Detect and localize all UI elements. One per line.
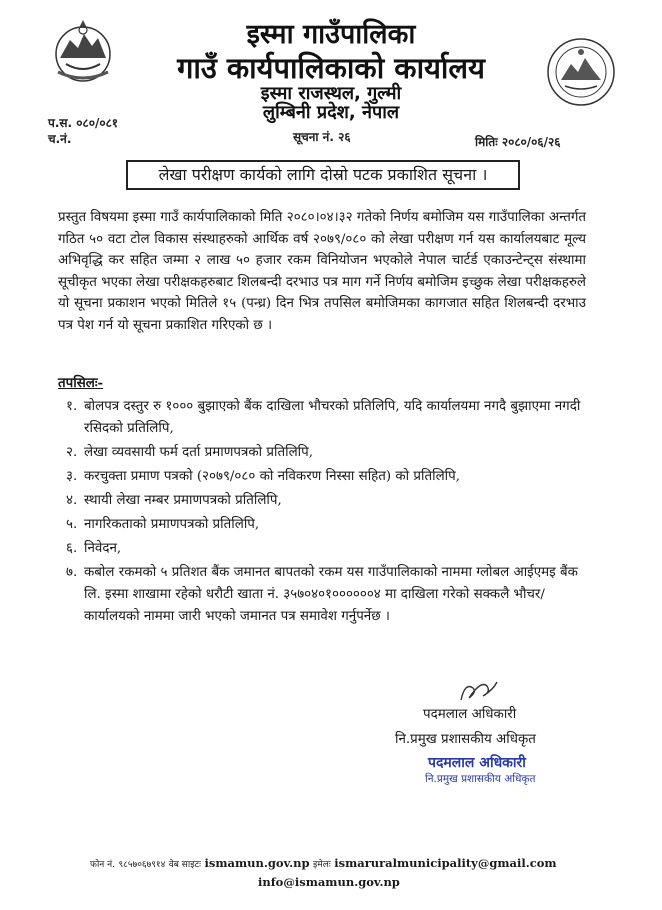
email-link[interactable]: ismaruralmunicipality@gmail.com — [334, 856, 557, 870]
item-text: स्थायी लेखा नम्बर प्रमाणपत्रको प्रतिलिपि, — [84, 493, 282, 508]
list-item — [58, 396, 588, 440]
province-address: लुम्बिनी प्रदेश, नेपाल — [262, 102, 400, 123]
list-item — [58, 442, 588, 464]
phone-number: ९८५७०६७९१४ — [118, 860, 166, 870]
list-item — [58, 538, 588, 560]
info-email-link[interactable]: info@ismamun.gov.np — [258, 875, 400, 889]
phone-label: फोन नं. — [90, 860, 115, 870]
stamp-name: पदमलाल अधिकारी — [428, 755, 526, 771]
item-number: ६. — [66, 541, 78, 556]
notice-number: सूचना नं. २६ — [293, 130, 351, 144]
notice-title: लेखा परीक्षण कार्यको लागि दोस्रो पटक प्रकाशित सूचना । — [126, 160, 520, 190]
item-number: ४. — [66, 493, 78, 508]
item-text: लेखा व्यवसायी फर्म दर्ता प्रमाणपत्रको प्रतिलिपि, — [84, 445, 313, 460]
list-item — [58, 514, 588, 536]
stamp-title: नि.प्रमुख प्रशासकीय अधिकृत — [425, 773, 536, 785]
website-link[interactable]: ismamun.gov.np — [204, 856, 310, 870]
details-heading: तपसिलः- — [58, 375, 104, 391]
item-text: कबोल रकमको ५ प्रतिशत बैंक जमानत बापतको रकम यस गाउँपालिकाको नाममा ग्लोबल आईएमइ बैंक लि. इस्मा शाखामा रहेको धरौटी खाता नं. ३५७०४०१००००००४ मा दाखिला गरेको सक्कलै भौचर/कार्यालयको नाममा जारी भएको जमानत पत्र समावेश गर्नुपर्नेछ । — [84, 565, 578, 624]
fiscal-year-ref: प.स. ०८०/०८१ — [48, 116, 119, 130]
item-text: निवेदन, — [84, 541, 122, 556]
website-label: वेब साइटः — [168, 860, 201, 870]
notice-body: प्रस्तुत विषयमा इस्मा गाउँ कार्यपालिकाको मिति २०८०।०४।३२ गतेको निर्णय बमोजिम यस गाउँपालिका अन्तर्गत गठित ५० वटा टोल विकास संस्थाहरुको आर्थिक वर्ष २०७९/०८० को लेखा परीक्षण गर्न यस कार्यालयबाट मूल्य अभिवृद्धि कर सहित जम्मा २ लाख ५० हजार रकम विनियोजन भएकोले नेपाल चार्टर्ड एकाउन्टेन्ट्स संस्थामा सूचीकृत भएका लेखा परीक्षकहरुबाट शिलबन्दी दरभाउ पत्र माग गर्ने निर्णय बमोजिम इच्छुक लेखा परीक्षकहरुले यो सूचना प्रकाशन भएको मितिले १५ (पन्ध्र) दिन भित्र तपसिल बमोजिमका कागजात सहित शिलबन्दी दरभाउ पत्र पेश गर्न यो सूचना प्रकाशित गरिएको छ । — [58, 210, 586, 333]
item-number: ५. — [66, 517, 78, 532]
item-text: बोलपत्र दस्तुर रु १००० बुझाएको बैंक दाखिला भौचरको प्रतिलिपि, यदि कार्यालयमा नगदै बुझाएमा नगदी रसिदको प्रतिलिपि, — [84, 399, 581, 436]
list-item — [58, 466, 588, 488]
item-text: करचुक्ता प्रमाण पत्रको (२०७९/०८० को नविकरण निस्सा सहित) को प्रतिलिपि, — [84, 469, 460, 484]
municipality-name: इस्मा गाउँपालिका — [246, 19, 416, 50]
item-number: ३. — [66, 469, 78, 484]
notice-date: मितिः २०८०/०६/२६ — [475, 135, 561, 149]
requirements-list — [58, 396, 588, 630]
item-text: नागरिकताको प्रमाणपत्रको प्रतिलिपि, — [84, 517, 260, 532]
footer-contact — [90, 856, 557, 870]
office-name: गाउँ कार्यपालिकाको कार्यालय — [177, 51, 485, 85]
item-number: २. — [66, 445, 78, 460]
office-address: इस्मा राजस्थल, गुल्मी — [260, 83, 402, 104]
item-number: १. — [66, 399, 78, 414]
signatory-title: नि.प्रमुख प्रशासकीय अधिकृत — [395, 732, 536, 747]
list-item — [58, 562, 588, 628]
email-label: इमेलः — [313, 860, 331, 870]
signatory-name: पदमलाल अधिकारी — [423, 707, 517, 722]
list-item — [58, 490, 588, 512]
dispatch-number: च.नं. — [48, 132, 72, 146]
item-number: ७. — [66, 565, 78, 580]
